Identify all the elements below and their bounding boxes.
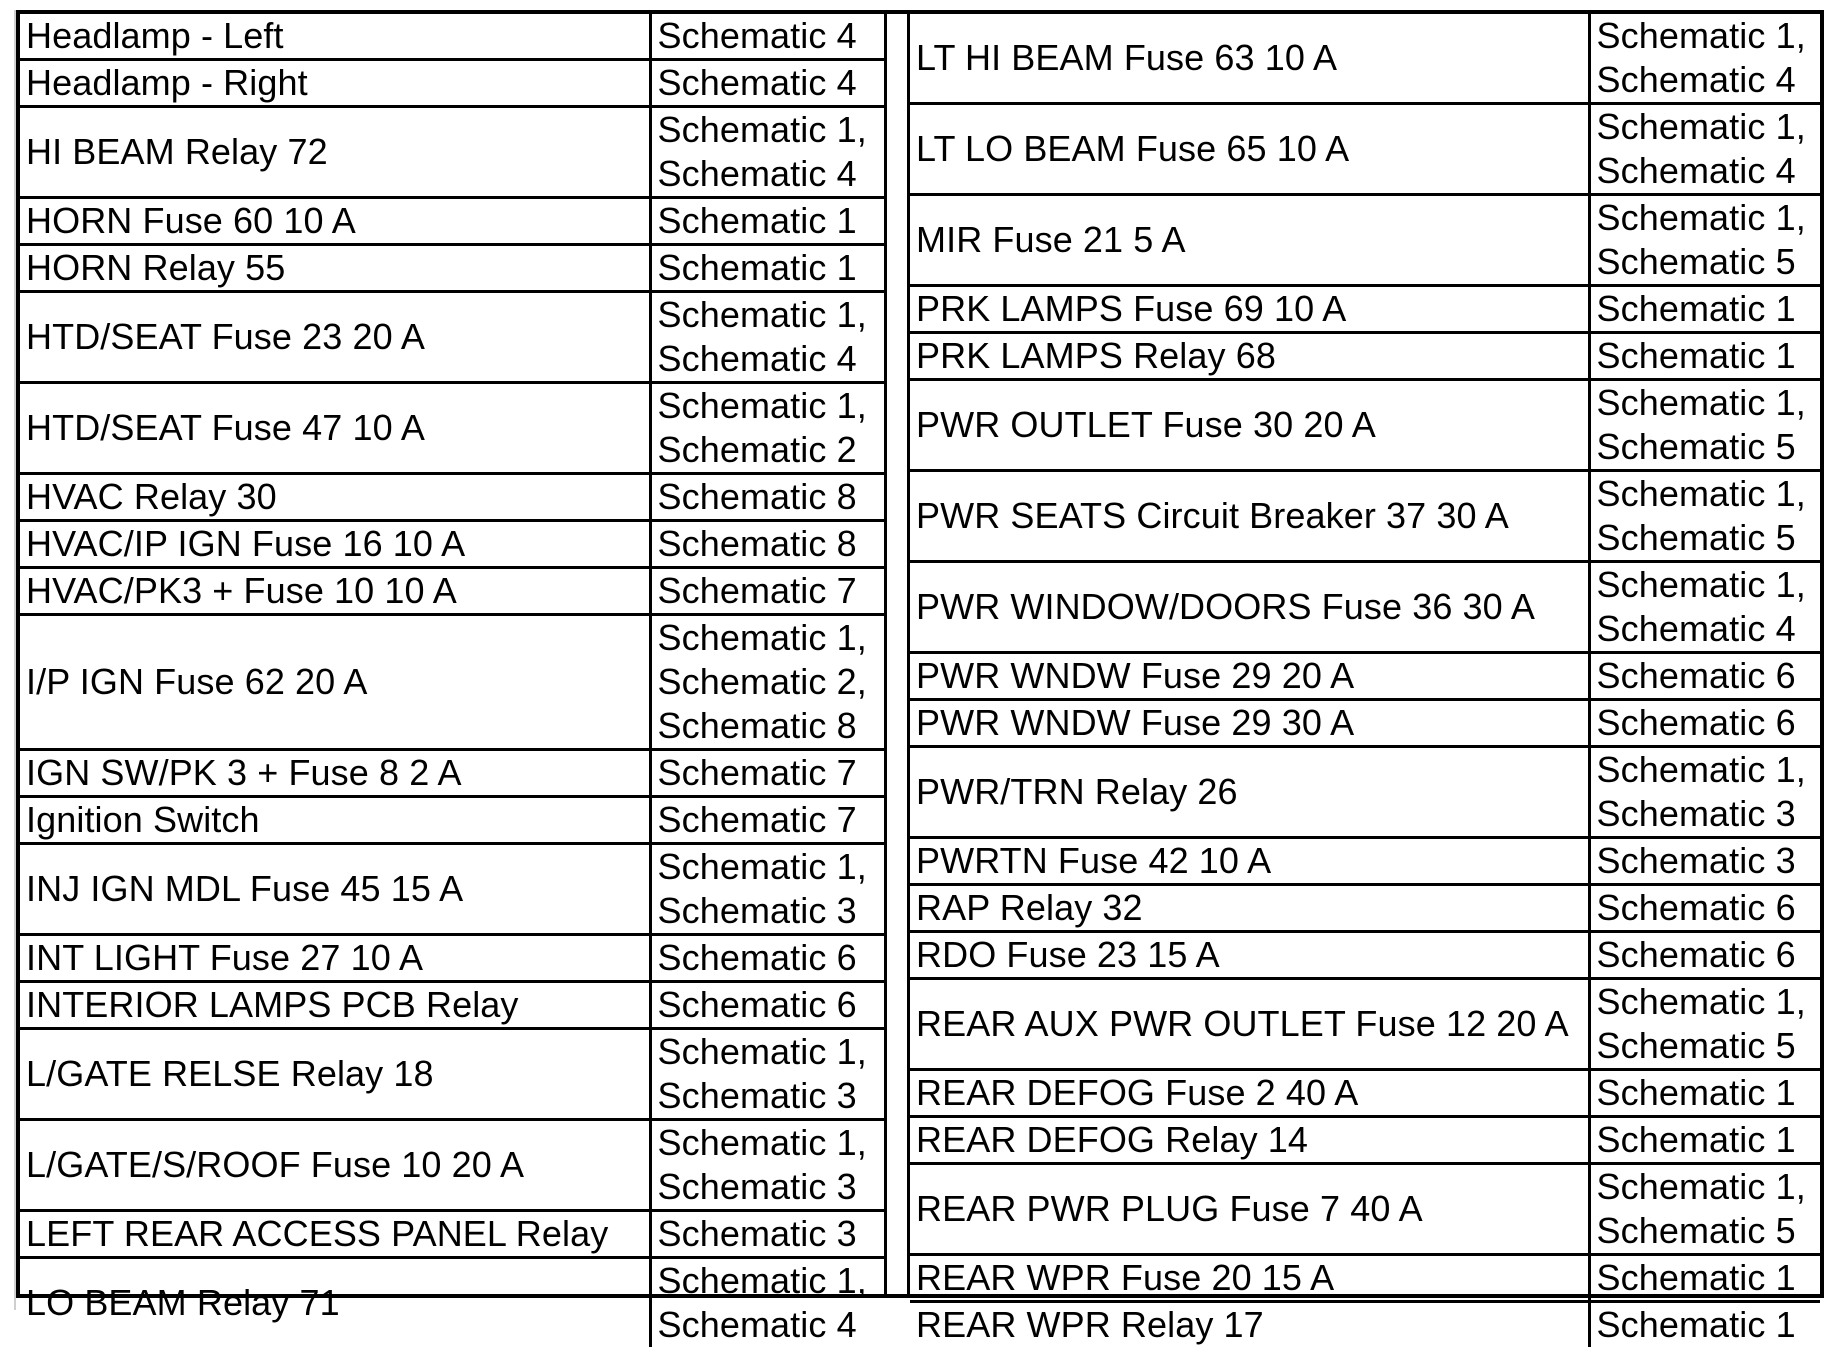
schematic-ref: Schematic 4 xyxy=(1597,607,1815,651)
schematic-ref: Schematic 8 xyxy=(658,475,879,519)
component-name-cell: IGN SW/PK 3 + Fuse 8 2 A xyxy=(20,750,650,797)
component-name-cell: PRK LAMPS Fuse 69 10 A xyxy=(910,286,1589,333)
table-row xyxy=(20,1029,884,1120)
schematic-ref-cell xyxy=(1589,14,1820,104)
schematic-ref: Schematic 2, xyxy=(658,660,879,704)
table-row xyxy=(910,195,1820,286)
component-name-cell: PWR OUTLET Fuse 30 20 A xyxy=(910,380,1589,471)
table-row xyxy=(20,1211,884,1258)
schematic-ref: Schematic 1, xyxy=(1597,105,1815,149)
component-name-cell: PWR SEATS Circuit Breaker 37 30 A xyxy=(910,471,1589,562)
schematic-ref: Schematic 3 xyxy=(658,889,879,933)
component-name-cell: HTD/SEAT Fuse 23 20 A xyxy=(20,292,650,383)
schematic-ref-cell xyxy=(650,60,884,107)
schematic-ref-cell xyxy=(1589,653,1820,700)
schematic-ref-cell xyxy=(650,292,884,383)
schematic-ref-cell xyxy=(1589,885,1820,932)
schematic-ref: Schematic 3 xyxy=(658,1074,879,1118)
schematic-ref: Schematic 8 xyxy=(658,704,879,748)
component-name-cell: INJ IGN MDL Fuse 45 15 A xyxy=(20,844,650,935)
schematic-ref: Schematic 4 xyxy=(658,337,879,381)
right-index-table xyxy=(910,14,1820,1347)
table-row xyxy=(20,521,884,568)
component-name-cell: LT HI BEAM Fuse 63 10 A xyxy=(910,14,1589,104)
schematic-ref: Schematic 6 xyxy=(658,936,879,980)
component-name-cell: LEFT REAR ACCESS PANEL Relay xyxy=(20,1211,650,1258)
schematic-ref: Schematic 5 xyxy=(1597,425,1815,469)
component-name-cell: L/GATE RELSE Relay 18 xyxy=(20,1029,650,1120)
table-row xyxy=(20,797,884,844)
schematic-ref-cell xyxy=(650,797,884,844)
schematic-ref: Schematic 1, xyxy=(1597,1165,1815,1209)
index-table-frame xyxy=(16,10,1824,1298)
table-row xyxy=(20,198,884,245)
schematic-ref: Schematic 7 xyxy=(658,798,879,842)
schematic-ref: Schematic 5 xyxy=(1597,240,1815,284)
schematic-ref: Schematic 4 xyxy=(658,152,879,196)
schematic-ref: Schematic 1, xyxy=(1597,748,1815,792)
table-row xyxy=(20,245,884,292)
schematic-ref-cell xyxy=(1589,195,1820,286)
schematic-ref-cell xyxy=(650,245,884,292)
table-row xyxy=(20,844,884,935)
component-name-cell: REAR PWR PLUG Fuse 7 40 A xyxy=(910,1164,1589,1255)
schematic-ref: Schematic 1, xyxy=(658,845,879,889)
component-name-cell: PWRTN Fuse 42 10 A xyxy=(910,838,1589,885)
table-row xyxy=(20,383,884,474)
table-row xyxy=(20,750,884,797)
component-name-cell: REAR DEFOG Relay 14 xyxy=(910,1117,1589,1164)
schematic-ref-cell xyxy=(650,383,884,474)
schematic-ref-cell xyxy=(650,107,884,198)
schematic-ref: Schematic 1, xyxy=(1597,563,1815,607)
schematic-ref: Schematic 4 xyxy=(658,61,879,105)
schematic-ref-cell xyxy=(650,1029,884,1120)
schematic-ref-cell xyxy=(1589,1255,1820,1302)
schematic-ref-cell xyxy=(1589,471,1820,562)
left-index-table xyxy=(20,14,884,1347)
schematic-ref: Schematic 3 xyxy=(658,1212,879,1256)
component-name-cell: INTERIOR LAMPS PCB Relay xyxy=(20,982,650,1029)
table-row xyxy=(20,935,884,982)
schematic-ref: Schematic 1, xyxy=(658,384,879,428)
schematic-ref-cell xyxy=(650,982,884,1029)
table-row xyxy=(910,932,1820,979)
table-row xyxy=(20,474,884,521)
table-row xyxy=(910,286,1820,333)
schematic-ref-cell xyxy=(650,14,884,60)
component-name-cell: LO BEAM Relay 71 xyxy=(20,1258,650,1347)
schematic-ref: Schematic 1, xyxy=(658,1121,879,1165)
schematic-ref: Schematic 5 xyxy=(1597,1209,1815,1253)
schematic-ref-cell xyxy=(1589,979,1820,1070)
table-row xyxy=(20,107,884,198)
schematic-ref: Schematic 7 xyxy=(658,569,879,613)
table-row xyxy=(20,1120,884,1211)
schematic-ref-cell xyxy=(1589,1164,1820,1255)
schematic-ref: Schematic 8 xyxy=(658,522,879,566)
component-name-cell: RAP Relay 32 xyxy=(910,885,1589,932)
table-row xyxy=(910,380,1820,471)
schematic-ref: Schematic 2 xyxy=(658,428,879,472)
schematic-ref: Schematic 3 xyxy=(658,1165,879,1209)
schematic-ref-cell xyxy=(1589,1302,1820,1347)
component-name-cell: LT LO BEAM Fuse 65 10 A xyxy=(910,104,1589,195)
table-row xyxy=(20,1258,884,1347)
schematic-ref-cell xyxy=(1589,286,1820,333)
left-column xyxy=(20,14,887,1294)
table-row xyxy=(910,838,1820,885)
table-row xyxy=(910,700,1820,747)
component-name-cell: PWR/TRN Relay 26 xyxy=(910,747,1589,838)
schematic-ref: Schematic 1 xyxy=(1597,1071,1815,1115)
component-name-cell: REAR AUX PWR OUTLET Fuse 12 20 A xyxy=(910,979,1589,1070)
schematic-ref-cell xyxy=(650,1258,884,1347)
schematic-ref: Schematic 4 xyxy=(658,1303,879,1347)
table-row xyxy=(20,568,884,615)
table-row xyxy=(20,292,884,383)
table-row xyxy=(910,653,1820,700)
component-name-cell: PWR WINDOW/DOORS Fuse 36 30 A xyxy=(910,562,1589,653)
schematic-ref: Schematic 1 xyxy=(658,246,879,290)
table-row xyxy=(20,982,884,1029)
schematic-ref: Schematic 1 xyxy=(1597,1303,1815,1347)
schematic-ref-cell xyxy=(1589,932,1820,979)
component-name-cell: PRK LAMPS Relay 68 xyxy=(910,333,1589,380)
schematic-ref: Schematic 7 xyxy=(658,751,879,795)
schematic-ref: Schematic 5 xyxy=(1597,516,1815,560)
table-row xyxy=(20,14,884,60)
component-name-cell: HORN Relay 55 xyxy=(20,245,650,292)
table-row xyxy=(20,60,884,107)
component-name-cell: INT LIGHT Fuse 27 10 A xyxy=(20,935,650,982)
schematic-ref: Schematic 1 xyxy=(1597,1118,1815,1162)
schematic-ref-cell xyxy=(650,844,884,935)
component-name-cell: Ignition Switch xyxy=(20,797,650,844)
schematic-ref: Schematic 1 xyxy=(1597,334,1815,378)
schematic-ref-cell xyxy=(1589,104,1820,195)
schematic-ref-cell xyxy=(650,474,884,521)
table-row xyxy=(910,1117,1820,1164)
component-name-cell: PWR WNDW Fuse 29 30 A xyxy=(910,700,1589,747)
schematic-ref: Schematic 6 xyxy=(1597,701,1815,745)
schematic-ref: Schematic 5 xyxy=(1597,1024,1815,1068)
schematic-ref: Schematic 6 xyxy=(1597,654,1815,698)
schematic-ref: Schematic 6 xyxy=(1597,886,1815,930)
schematic-ref: Schematic 6 xyxy=(658,983,879,1027)
schematic-ref: Schematic 4 xyxy=(1597,58,1815,102)
table-row xyxy=(910,104,1820,195)
table-row xyxy=(910,1164,1820,1255)
table-row xyxy=(910,885,1820,932)
component-name-cell: L/GATE/S/ROOF Fuse 10 20 A xyxy=(20,1120,650,1211)
schematic-ref: Schematic 4 xyxy=(1597,149,1815,193)
schematic-ref-cell xyxy=(1589,380,1820,471)
component-name-cell: HI BEAM Relay 72 xyxy=(20,107,650,198)
schematic-ref: Schematic 1, xyxy=(658,293,879,337)
schematic-ref: Schematic 1 xyxy=(1597,287,1815,331)
schematic-ref-cell xyxy=(1589,700,1820,747)
schematic-ref-cell xyxy=(1589,1070,1820,1117)
schematic-ref-cell xyxy=(650,1120,884,1211)
schematic-ref: Schematic 1 xyxy=(1597,1256,1815,1300)
schematic-ref-cell xyxy=(650,615,884,750)
schematic-ref: Schematic 1 xyxy=(658,199,879,243)
component-name-cell: HVAC/PK3 + Fuse 10 10 A xyxy=(20,568,650,615)
table-row xyxy=(20,615,884,750)
component-name-cell: REAR WPR Relay 17 xyxy=(910,1302,1589,1347)
table-row xyxy=(910,1302,1820,1347)
schematic-ref: Schematic 3 xyxy=(1597,792,1815,836)
component-name-cell: HVAC Relay 30 xyxy=(20,474,650,521)
schematic-ref-cell xyxy=(1589,838,1820,885)
schematic-ref: Schematic 1, xyxy=(658,1259,879,1303)
schematic-ref-cell xyxy=(650,1211,884,1258)
schematic-ref: Schematic 1, xyxy=(1597,14,1815,58)
schematic-ref-cell xyxy=(650,568,884,615)
schematic-ref: Schematic 1, xyxy=(658,108,879,152)
schematic-ref-cell xyxy=(650,198,884,245)
table-row xyxy=(910,333,1820,380)
table-row xyxy=(910,1070,1820,1117)
component-name-cell: HTD/SEAT Fuse 47 10 A xyxy=(20,383,650,474)
schematic-ref: Schematic 1, xyxy=(658,616,879,660)
component-name-cell: HVAC/IP IGN Fuse 16 10 A xyxy=(20,521,650,568)
component-name-cell: HORN Fuse 60 10 A xyxy=(20,198,650,245)
schematic-ref-cell xyxy=(650,935,884,982)
table-row xyxy=(910,14,1820,104)
schematic-ref: Schematic 1, xyxy=(1597,196,1815,240)
schematic-ref: Schematic 1, xyxy=(658,1030,879,1074)
component-name-cell: REAR WPR Fuse 20 15 A xyxy=(910,1255,1589,1302)
component-name-cell: PWR WNDW Fuse 29 20 A xyxy=(910,653,1589,700)
schematic-ref-cell xyxy=(1589,1117,1820,1164)
schematic-ref-cell xyxy=(1589,333,1820,380)
table-row xyxy=(910,1255,1820,1302)
schematic-ref-cell xyxy=(1589,747,1820,838)
schematic-ref-cell xyxy=(1589,562,1820,653)
table-row xyxy=(910,979,1820,1070)
component-name-cell: RDO Fuse 23 15 A xyxy=(910,932,1589,979)
schematic-ref: Schematic 3 xyxy=(1597,839,1815,883)
schematic-ref: Schematic 4 xyxy=(658,14,879,58)
right-column xyxy=(907,14,1820,1294)
schematic-ref-cell xyxy=(650,521,884,568)
table-row xyxy=(910,471,1820,562)
table-row xyxy=(910,562,1820,653)
schematic-ref: Schematic 1, xyxy=(1597,381,1815,425)
component-name-cell: Headlamp - Left xyxy=(20,14,650,60)
schematic-ref: Schematic 1, xyxy=(1597,472,1815,516)
component-name-cell: I/P IGN Fuse 62 20 A xyxy=(20,615,650,750)
schematic-ref: Schematic 6 xyxy=(1597,933,1815,977)
schematic-ref: Schematic 1, xyxy=(1597,980,1815,1024)
schematic-ref-cell xyxy=(650,750,884,797)
table-row xyxy=(910,747,1820,838)
component-name-cell: Headlamp - Right xyxy=(20,60,650,107)
component-name-cell: REAR DEFOG Fuse 2 40 A xyxy=(910,1070,1589,1117)
component-name-cell: MIR Fuse 21 5 A xyxy=(910,195,1589,286)
